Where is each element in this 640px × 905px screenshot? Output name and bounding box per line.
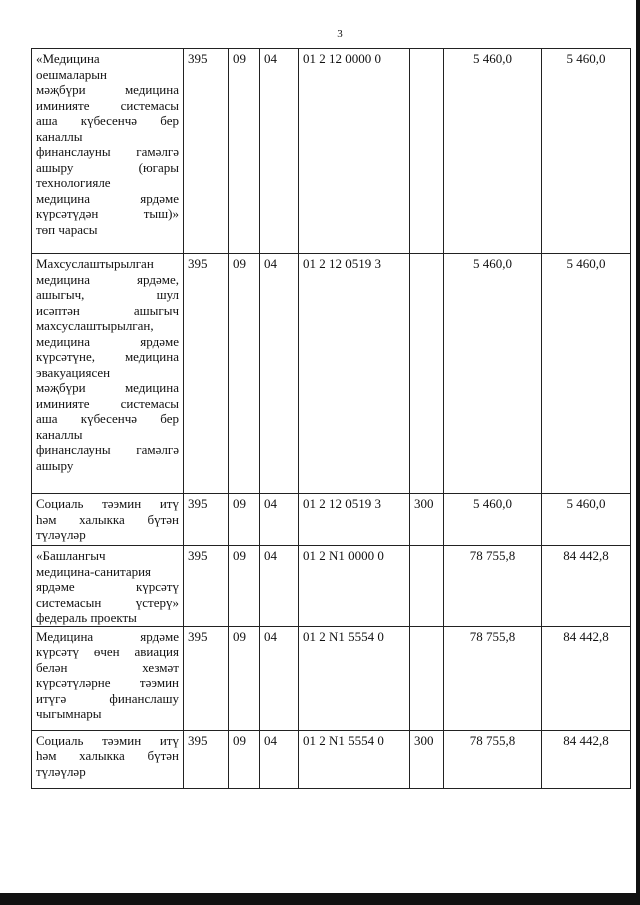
expense-type-cell: [410, 626, 444, 730]
amount-year-2-cell: 5 460,0: [542, 494, 631, 546]
ministry-code-cell: 395: [184, 730, 229, 788]
row-name-line: Махсуслаштырылган: [36, 256, 154, 271]
table-row: [32, 49, 631, 254]
amount-year-2-cell: 5 460,0: [542, 49, 631, 254]
row-name-line: аша күбесенчә бер: [36, 113, 179, 128]
scan-edge-bottom: [0, 893, 640, 905]
ministry-code-cell: 395: [184, 494, 229, 546]
expense-type-cell: 300: [410, 494, 444, 546]
amount-year-1-cell: 5 460,0: [444, 254, 542, 494]
row-name-line: түләүләр: [36, 763, 86, 779]
row-name-line: иминияте системасы: [36, 97, 179, 113]
row-name-line: күрсәтүләрне тәэмин: [36, 675, 179, 690]
row-name-line: белән хезмәт: [36, 659, 179, 675]
ministry-code-cell: 395: [184, 546, 229, 627]
section-cell: 09: [229, 730, 260, 788]
amount-year-2-cell: 5 460,0: [542, 254, 631, 494]
budget-table: [31, 48, 631, 789]
table-row: [32, 254, 631, 494]
row-name-line: эвакуациясен: [36, 364, 111, 380]
row-name-line: каналлы: [36, 128, 83, 144]
row-name-line: төп чарасы: [36, 221, 98, 237]
row-name-line: Медицина ярдәме: [36, 628, 179, 644]
row-name-line: иминияте системасы: [36, 395, 179, 411]
section-cell: 09: [229, 49, 260, 254]
scan-edge-right: [636, 0, 640, 905]
amount-year-1-cell: 5 460,0: [444, 49, 542, 254]
row-name-line: аша күбесенчә бер: [36, 411, 179, 426]
target-article-cell: 01 2 N1 0000 0: [299, 546, 410, 627]
subsection-cell: 04: [260, 626, 299, 730]
table-row: [32, 494, 631, 546]
amount-year-2-cell: 84 442,8: [542, 626, 631, 730]
row-name-line: күрсәтү өчен авиация: [36, 644, 179, 659]
table-row: [32, 546, 631, 627]
target-article-cell: 01 2 12 0519 3: [299, 254, 410, 494]
row-name-line: мәҗбүри медицина: [36, 82, 179, 97]
section-cell: 09: [229, 494, 260, 546]
target-article-cell: 01 2 12 0519 3: [299, 494, 410, 546]
amount-year-2-cell: 84 442,8: [542, 546, 631, 627]
row-name-line: финанслауны гамәлгә: [36, 442, 179, 457]
row-name-line: мәҗбүри медицина: [36, 380, 179, 395]
row-name-line: медицина ярдәме,: [36, 271, 179, 287]
target-article-cell: 01 2 12 0000 0: [299, 49, 410, 254]
section-cell: 09: [229, 254, 260, 494]
row-name-line: федераль проекты: [36, 610, 137, 625]
expense-type-cell: [410, 254, 444, 494]
row-name-line: Социаль тәэмин итү: [36, 496, 179, 511]
amount-year-1-cell: 78 755,8: [444, 546, 542, 627]
expense-type-cell: [410, 49, 444, 254]
row-name-line: финанслауны гамәлгә: [36, 144, 179, 159]
row-name-line: итүгә финанслашу: [36, 690, 179, 706]
budget-table-body: [32, 49, 631, 789]
expense-type-cell: [410, 546, 444, 627]
section-cell: 09: [229, 546, 260, 627]
ministry-code-cell: 395: [184, 254, 229, 494]
row-name-cell: [32, 49, 184, 254]
row-name-line: күрсәтүне, медицина: [36, 349, 179, 364]
amount-year-1-cell: 78 755,8: [444, 626, 542, 730]
row-name-line: күрсәтүдән тыш)»: [36, 206, 179, 221]
row-name-line: каналлы: [36, 426, 83, 442]
row-name-line: һәм халыкка бүтән: [36, 748, 179, 763]
row-name-line: «Башлангыч: [36, 548, 106, 563]
row-name-cell: [32, 254, 184, 494]
row-name-line: һәм халыкка бүтән: [36, 511, 179, 527]
row-name-line: Социаль тәэмин итү: [36, 732, 179, 748]
row-name-line: ашыру: [36, 457, 74, 473]
target-article-cell: 01 2 N1 5554 0: [299, 730, 410, 788]
subsection-cell: 04: [260, 730, 299, 788]
amount-year-1-cell: 5 460,0: [444, 494, 542, 546]
amount-year-2-cell: 84 442,8: [542, 730, 631, 788]
subsection-cell: 04: [260, 494, 299, 546]
ministry-code-cell: 395: [184, 49, 229, 254]
row-name-line: оешмаларын: [36, 66, 107, 82]
page-number: 3: [337, 28, 343, 40]
row-name-line: исәптән ашыгыч: [36, 302, 179, 318]
table-row: [32, 626, 631, 730]
row-name-line: махсуслаштырылган,: [36, 318, 154, 333]
subsection-cell: 04: [260, 254, 299, 494]
row-name-line: медицина-санитария: [36, 563, 152, 579]
target-article-cell: 01 2 N1 5554 0: [299, 626, 410, 730]
row-name-line: «Медицина: [36, 51, 100, 66]
row-name-line: чыгымнары: [36, 706, 102, 721]
row-name-line: ярдәме күрсәтү: [36, 579, 179, 594]
ministry-code-cell: 395: [184, 626, 229, 730]
row-name-line: ашыгыч, шул: [36, 287, 179, 302]
row-name-line: түләүләр: [36, 527, 86, 542]
row-name-cell: [32, 626, 184, 730]
row-name-line: медицина ярдәме: [36, 333, 179, 349]
row-name-line: системасын үстерү»: [36, 594, 179, 610]
table-row: [32, 730, 631, 788]
expense-type-cell: 300: [410, 730, 444, 788]
amount-year-1-cell: 78 755,8: [444, 730, 542, 788]
row-name-cell: [32, 546, 184, 627]
row-name-line: технологияле: [36, 175, 111, 190]
row-name-line: медицина ярдәме: [36, 190, 179, 206]
row-name-cell: [32, 494, 184, 546]
section-cell: 09: [229, 626, 260, 730]
subsection-cell: 04: [260, 546, 299, 627]
subsection-cell: 04: [260, 49, 299, 254]
row-name-cell: [32, 730, 184, 788]
row-name-line: ашыру (югары: [36, 159, 179, 175]
